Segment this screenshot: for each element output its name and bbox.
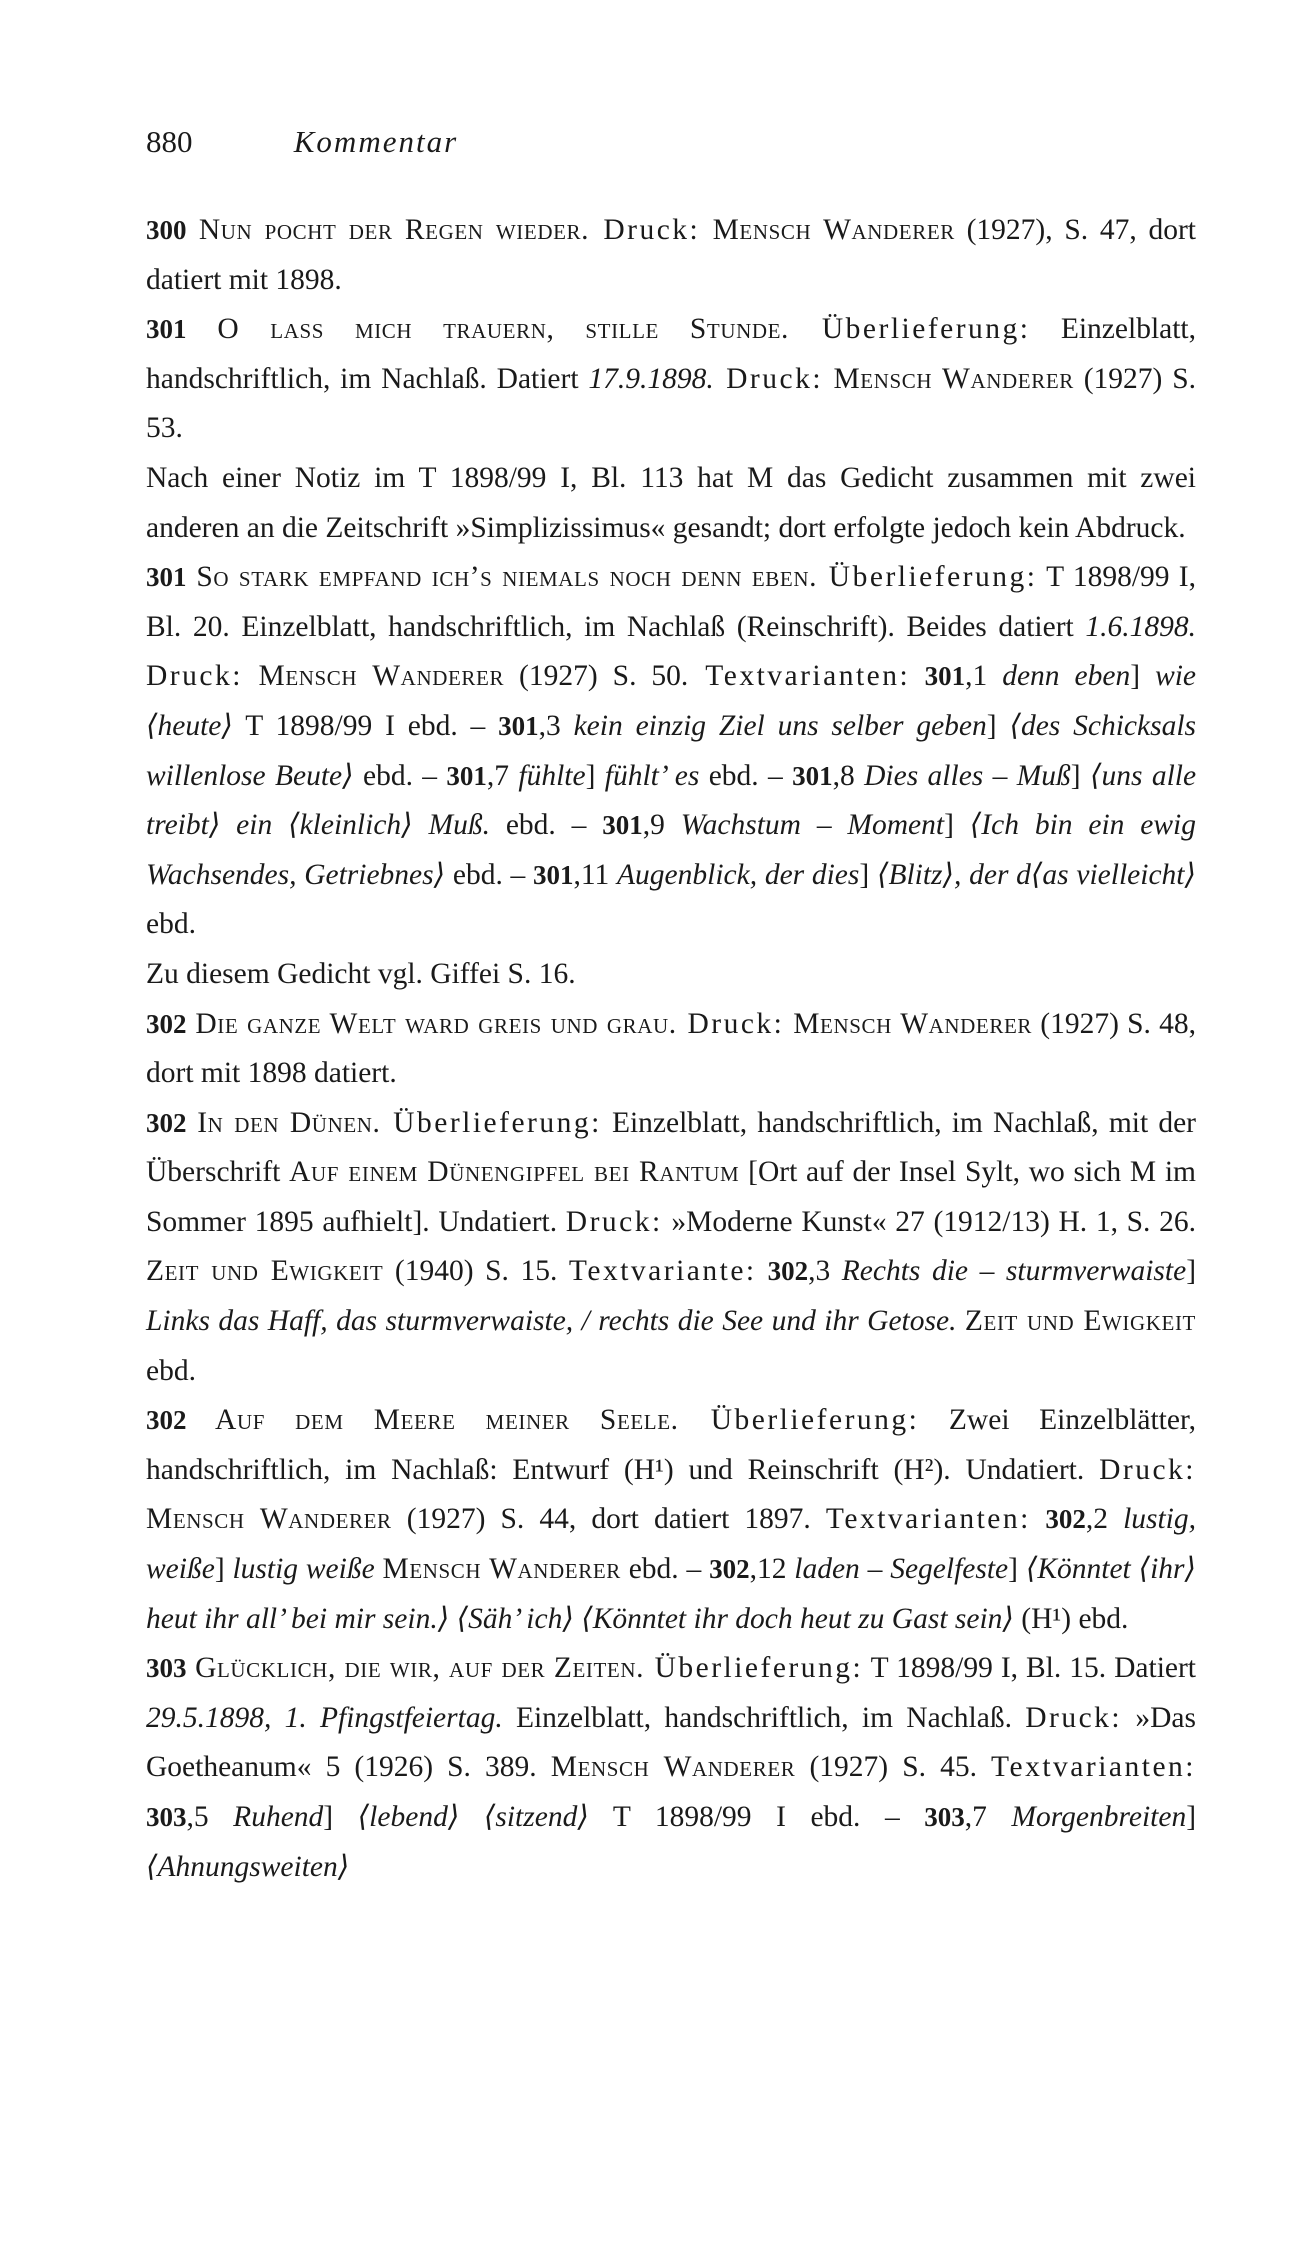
commentary-body bbox=[146, 206, 1196, 1892]
commentary-text: [Ort auf der Insel Sylt, wo sich M im Sommer 1895 aufhielt]. Undatiert. bbox=[146, 1156, 1196, 1238]
variant-text: ⟨uns alle treibt⟩ ein ⟨kleinlich⟩ Muß. bbox=[146, 759, 1197, 842]
commentary-text: ebd. – bbox=[445, 858, 534, 891]
commentary-text: ] bbox=[1186, 1255, 1197, 1288]
commentary-text: Einzelblatt, handschriftlich, im Nachlaß, mit der Überschrift bbox=[146, 1106, 1196, 1189]
line-reference: 301 bbox=[602, 810, 643, 841]
line-reference: 302 bbox=[146, 1107, 187, 1138]
commentary-text: T 1898/99 I ebd. – bbox=[588, 1801, 925, 1833]
line-reference: 303 bbox=[146, 1653, 187, 1684]
commentary-text: Zu diesem Gedicht vgl. Giffei S. 16. bbox=[146, 957, 576, 990]
section-label: Druck: bbox=[676, 1007, 785, 1040]
page-number: 880 bbox=[146, 124, 193, 159]
commentary-text: Einzelblatt, handschriftlich, im Nachlaß. Datiert bbox=[146, 313, 1196, 395]
commentary-text: ,3 bbox=[808, 1255, 842, 1288]
line-reference: 301 bbox=[792, 760, 833, 791]
commentary-text: ] bbox=[214, 1553, 233, 1586]
variant-text: ⟨des Schicksals willenlose Beute⟩ bbox=[146, 709, 1197, 792]
section-label: Druck: bbox=[565, 1205, 663, 1238]
section-label: Druck: bbox=[713, 362, 824, 395]
poem-title: Die ganze Welt ward greis und grau. bbox=[186, 1007, 677, 1040]
variant-text: ⟨lebend⟩ ⟨sitzend⟩ bbox=[357, 1801, 589, 1833]
commentary-text: ,8 bbox=[832, 759, 865, 792]
poem-title: Glücklich, die wir, auf der Zeiten. bbox=[186, 1652, 645, 1685]
variant-text: Links das Haff, das sturmverwaiste, / rechts die See und ihr Getose. bbox=[146, 1305, 957, 1338]
commentary-text: ,2 bbox=[1085, 1503, 1124, 1536]
commentary-text: Zwei Einzelblätter, handschriftlich, im Nachlaß: Entwurf (H¹) und Reinschrift (H²). Undatiert. bbox=[146, 1404, 1196, 1486]
commentary-text: T 1898/99 I, Bl. 20. Einzelblatt, handschriftlich, im Nachlaß (Reinschrift). Beides datiert bbox=[146, 561, 1196, 643]
poem-title: Auf dem Meere meiner Seele. bbox=[186, 1404, 679, 1437]
line-reference: 300 bbox=[146, 215, 187, 245]
commentary-text: ] bbox=[1186, 1801, 1197, 1833]
variant-text: ⟨Blitz⟩, der d⟨as vielleicht⟩ bbox=[876, 858, 1196, 891]
variant-text: fühlte bbox=[518, 759, 586, 792]
commentary-text: Nach einer Notiz im T 1898/99 I, Bl. 113 hat M das Gedicht zusammen mit zwei anderen an die Zeitschrift »Simplizissimus« gesandt; dort erfolgte jedoch kein Abdruck. bbox=[146, 461, 1196, 544]
section-label: Druck: bbox=[1099, 1453, 1196, 1486]
variant-text: Ruhend bbox=[233, 1801, 324, 1833]
running-title: Kommentar bbox=[293, 124, 459, 159]
line-reference: 302 bbox=[756, 1256, 809, 1287]
commentary-text: (1927) S. 45. bbox=[795, 1751, 992, 1784]
section-label: Textvarianten: bbox=[991, 1751, 1196, 1784]
running-header bbox=[146, 124, 458, 160]
commentary-text: (1927) S. 44, dort datiert 1897. bbox=[391, 1503, 826, 1536]
line-reference: 301 bbox=[533, 859, 574, 890]
variant-text: wie ⟨heute⟩ bbox=[146, 660, 1197, 742]
variant-text: ⟨Ich bin ein ewig Wachsendes, Getriebnes⟩ bbox=[146, 809, 1196, 891]
poem-title: Mensch Wanderer bbox=[823, 362, 1074, 395]
line-reference: 302 bbox=[146, 1008, 187, 1039]
poem-title: Mensch Wanderer bbox=[382, 1553, 621, 1586]
commentary-text: T 1898/99 I ebd. – bbox=[232, 709, 499, 742]
commentary-text: (1927) S. 48, dort mit 1898 datiert. bbox=[146, 1007, 1197, 1090]
commentary-text: ,7 bbox=[486, 759, 519, 792]
section-label: Druck: bbox=[589, 214, 701, 246]
commentary-text: »Das Goetheanum« 5 (1926) S. 389. bbox=[146, 1701, 1196, 1784]
line-reference: 302 bbox=[146, 1405, 187, 1436]
commentary-text: ,9 bbox=[642, 809, 681, 842]
commentary-entry bbox=[146, 206, 1196, 305]
variant-text: fühlt’ es bbox=[604, 759, 700, 792]
commentary-text: ebd. bbox=[146, 1354, 196, 1387]
commentary-text: (1927), S. 47, dort datiert mit 1898. bbox=[146, 214, 1196, 296]
commentary-text: ebd. – bbox=[620, 1553, 710, 1586]
commentary-text: ] bbox=[585, 759, 605, 792]
poem-title: In den Dünen. bbox=[186, 1106, 381, 1139]
line-reference: 301 bbox=[146, 562, 187, 593]
commentary-text: (1927) S. 50. bbox=[504, 660, 689, 693]
poem-title: O lass mich trauern, stille Stunde. bbox=[186, 313, 790, 346]
commentary-text bbox=[375, 1553, 383, 1585]
line-reference: 303 bbox=[924, 1802, 965, 1832]
section-label: Textvarianten: bbox=[825, 1503, 1031, 1536]
commentary-text: (1940) S. 15. bbox=[383, 1255, 569, 1288]
commentary-text: ] bbox=[1070, 759, 1090, 792]
poem-title: Zeit und Ewigkeit bbox=[964, 1305, 1196, 1338]
line-reference: 301 bbox=[498, 710, 539, 741]
variant-text: kein einzig Ziel uns selber geben bbox=[573, 709, 987, 742]
variant-text: Dies alles – Muß bbox=[864, 759, 1071, 792]
variant-text: Morgenbreiten bbox=[1011, 1801, 1187, 1833]
poem-title: Mensch Wanderer bbox=[550, 1751, 796, 1784]
variant-text: lustig weiße bbox=[232, 1553, 375, 1586]
commentary-entry bbox=[146, 1644, 1196, 1892]
commentary-entry bbox=[146, 1396, 1196, 1644]
commentary-text: (1927) S. 53. bbox=[146, 362, 1196, 445]
variant-text: Augenblick, der dies bbox=[617, 858, 860, 891]
variant-text: 29.5.1898, 1. Pfingstfeiertag. bbox=[146, 1701, 503, 1734]
commentary-text: Einzelblatt, handschriftlich, im Nachlaß. bbox=[502, 1701, 1026, 1734]
poem-title: Mensch Wanderer bbox=[784, 1007, 1033, 1040]
poem-title: Mensch Wanderer bbox=[242, 660, 505, 693]
poem-title: So stark empfand ich’s niemals noch denn eben. bbox=[186, 561, 818, 594]
section-label: Druck: bbox=[146, 660, 243, 693]
commentary-entry bbox=[146, 553, 1196, 950]
line-reference: 301 bbox=[910, 661, 966, 692]
commentary-text: ebd. bbox=[146, 908, 196, 941]
commentary-text: »Moderne Kunst« 27 (1912/13) H. 1, S. 26. bbox=[662, 1205, 1196, 1238]
commentary-text: ,1 bbox=[965, 660, 1003, 693]
commentary-text: ,3 bbox=[538, 709, 574, 742]
poem-title: Mensch Wanderer bbox=[146, 1503, 392, 1536]
variant-text: Rechts die – sturmverwaiste bbox=[841, 1255, 1187, 1288]
commentary-text: ] bbox=[323, 1801, 358, 1833]
commentary-text: ebd. – bbox=[353, 759, 447, 792]
section-label: Druck: bbox=[1025, 1701, 1123, 1734]
poem-title: Auf einem Dünengipfel bei Rantum bbox=[289, 1156, 740, 1189]
commentary-text: ] bbox=[859, 858, 877, 891]
commentary-text: ] bbox=[1008, 1553, 1026, 1586]
section-label: Überlieferung: bbox=[380, 1106, 602, 1139]
commentary-entry bbox=[146, 305, 1196, 454]
section-label: Überlieferung: bbox=[817, 561, 1038, 594]
variant-text: ⟨Ahnungsweiten⟩ bbox=[146, 1850, 350, 1883]
poem-title: Mensch Wanderer bbox=[700, 214, 955, 246]
variant-text: 1.6.1898. bbox=[1085, 610, 1196, 643]
poem-title: Nun pocht der Regen wieder. bbox=[186, 214, 590, 246]
commentary-text: ,12 bbox=[749, 1553, 795, 1586]
poem-title: Zeit und Ewigkeit bbox=[146, 1255, 384, 1288]
commentary-text: ] bbox=[1130, 660, 1156, 693]
commentary-text: ebd. – bbox=[489, 809, 603, 842]
commentary-text: ] bbox=[986, 709, 1010, 742]
commentary-text: ,11 bbox=[573, 858, 618, 891]
line-reference: 302 bbox=[1030, 1504, 1086, 1535]
section-label: Textvarianten: bbox=[688, 660, 911, 693]
commentary-text bbox=[956, 1305, 964, 1337]
variant-text: 17.9.1898. bbox=[588, 362, 714, 395]
line-reference: 302 bbox=[709, 1554, 750, 1585]
commentary-text: ,7 bbox=[964, 1801, 1012, 1833]
line-reference: 303 bbox=[146, 1802, 187, 1832]
commentary-entry bbox=[146, 1000, 1196, 1099]
line-reference: 301 bbox=[146, 314, 187, 345]
commentary-entry bbox=[146, 1099, 1196, 1397]
commentary-text: T 1898/99 I, Bl. 15. Datiert bbox=[863, 1652, 1196, 1685]
variant-text: lustig, weiße bbox=[146, 1503, 1197, 1586]
variant-text: Wachstum – Moment bbox=[680, 809, 945, 842]
section-label: Überlieferung: bbox=[644, 1652, 864, 1685]
section-label: Überlieferung: bbox=[678, 1404, 920, 1437]
section-label: Überlieferung: bbox=[789, 313, 1031, 346]
commentary-text: ,5 bbox=[186, 1801, 234, 1833]
section-label: Textvariante: bbox=[568, 1255, 757, 1288]
commentary-text: ebd. – bbox=[699, 759, 793, 792]
line-reference: 301 bbox=[446, 760, 487, 791]
commentary-text: ] bbox=[944, 809, 970, 842]
commentary-text: (H¹) ebd. bbox=[1013, 1602, 1129, 1635]
variant-text: laden – Segelfeste bbox=[794, 1553, 1009, 1586]
variant-text: denn eben bbox=[1002, 660, 1131, 693]
commentary-entry bbox=[146, 950, 1196, 1000]
variant-text: ⟨Könntet ⟨ihr⟩ heut ihr all’ bei mir sein.⟩ ⟨Säh’ ich⟩ ⟨Könntet ihr doch heut zu Gast sein⟩ bbox=[146, 1553, 1197, 1635]
commentary-entry bbox=[146, 454, 1196, 553]
